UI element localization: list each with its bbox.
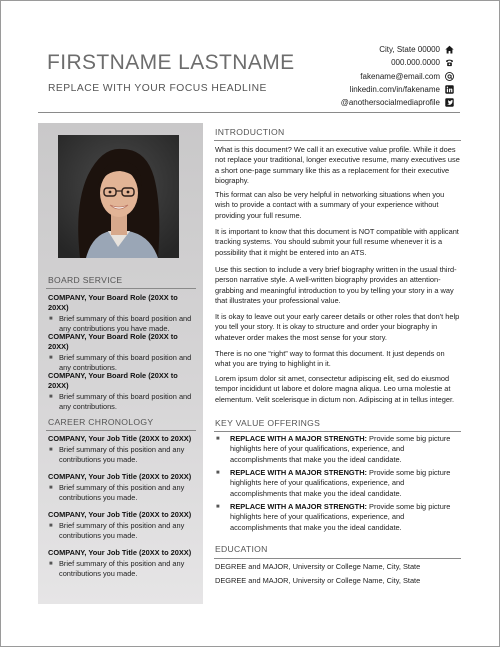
key-value-heading: KEY VALUE OFFERINGS — [215, 418, 321, 428]
board-entry-body: Brief summary of this board position and any contributions. — [59, 353, 192, 373]
square-bullet-icon: ■ — [49, 316, 53, 322]
contact-linkedin-text[interactable]: linkedin.com/in/fakename — [349, 85, 440, 95]
career-entry-body: Brief summary of this position and any contributions you made. — [59, 521, 185, 541]
square-bullet-icon: ■ — [49, 561, 53, 567]
introduction-divider — [214, 140, 461, 141]
profile-photo — [58, 135, 179, 258]
career-entry-title: COMPANY, Your Job Title (20XX to 20XX) — [48, 472, 192, 481]
board-entry — [48, 293, 200, 335]
square-bullet-icon: ■ — [216, 436, 220, 442]
career-entry-title: COMPANY, Your Job Title (20XX to 20XX) — [48, 548, 192, 557]
profile-photo-illustration — [58, 135, 179, 258]
career-entry-body: Brief summary of this position and any contributions you made. — [59, 483, 185, 503]
key-value-label: REPLACE WITH A MAJOR STRENGTH: — [230, 468, 367, 477]
square-bullet-icon: ■ — [49, 485, 53, 491]
board-service-heading: BOARD SERVICE — [48, 275, 123, 285]
intro-paragraph: What is this document? We call it an executive value profile. While it does not replace your traditional, longer executive resume, many executives use a short one-page summary like this as a replacement for their executive biography. — [215, 145, 460, 185]
contact-email-text[interactable]: fakename@email.com — [360, 71, 440, 81]
header-divider — [38, 112, 460, 113]
board-entry-title: COMPANY, Your Board Role (20XX to 20XX) — [48, 371, 178, 390]
square-bullet-icon: ■ — [216, 470, 220, 476]
career-entry — [48, 472, 200, 504]
candidate-name: FIRSTNAME LASTNAME — [47, 51, 295, 74]
key-value-item — [215, 434, 461, 465]
board-entry-body: Brief summary of this board position and any contributions you have made. — [59, 314, 192, 334]
career-entry-title: COMPANY, Your Job Title (20XX to 20XX) — [48, 510, 192, 519]
intro-paragraph: It is important to know that this document is NOT compatible with applicant tracking systems. You should submit your full resume whenever it is a possibility that it might be entered into an ATS. — [215, 227, 459, 257]
home-icon — [445, 45, 454, 54]
square-bullet-icon: ■ — [49, 355, 53, 361]
key-value-text: Provide some big picture highlights here of your qualifications, experience, and accomplishments that make you the ideal candidate. — [230, 468, 451, 498]
key-value-text: Provide some big picture highlights here of your qualifications, experience, and accomplishments that make you the ideal candidate. — [230, 502, 451, 532]
career-entry-body: Brief summary of this position and any contributions you made. — [59, 445, 185, 465]
key-value-item — [215, 468, 461, 499]
education-heading: EDUCATION — [215, 544, 268, 554]
contact-social[interactable] — [254, 96, 454, 109]
square-bullet-icon: ■ — [49, 523, 53, 529]
sidebar — [38, 123, 203, 604]
board-entry-title: COMPANY, Your Board Role (20XX to 20XX) — [48, 332, 178, 351]
contact-email[interactable] — [254, 70, 454, 83]
intro-paragraph: There is no one “right” way to format this document. It just depends on what you are trying to highlight in it. — [215, 349, 445, 369]
intro-paragraph: Use this section to include a very brief biography written in the usual third-person narrative style. A well-written biography provides an attention-grabbing and meaningful introduction to you by telling your story in a way that illustrates your professional value. — [215, 265, 457, 305]
career-entry-body: Brief summary of this position and any contributions you made. — [59, 559, 185, 579]
square-bullet-icon: ■ — [49, 447, 53, 453]
career-entry — [48, 434, 200, 466]
contact-phone — [254, 56, 454, 69]
focus-headline: REPLACE WITH YOUR FOCUS HEADLINE — [48, 83, 267, 94]
twitter-icon — [445, 98, 454, 107]
career-heading: CAREER CHRONOLOGY — [48, 417, 154, 427]
board-service-divider — [46, 288, 196, 289]
linkedin-icon — [445, 85, 454, 94]
key-value-label: REPLACE WITH A MAJOR STRENGTH: — [230, 502, 367, 511]
intro-paragraph: Lorem ipsum dolor sit amet, consectetur adipiscing elit, sed do eiusmod tempor incididunt ut labore et dolore magna aliqua. Leo urna molestie at elementum. Velit scelerisque in dictum non. Adipiscing at in tellus integer. — [215, 374, 455, 404]
board-entry-body: Brief summary of this board position and any contributions. — [59, 392, 192, 412]
contact-block — [254, 43, 454, 109]
education-divider — [214, 558, 461, 559]
board-entry — [48, 332, 200, 374]
key-value-item — [215, 502, 461, 533]
square-bullet-icon: ■ — [216, 504, 220, 510]
career-entry — [48, 510, 200, 542]
contact-phone-text: 000.000.0000 — [391, 58, 440, 68]
introduction-heading: INTRODUCTION — [215, 127, 285, 137]
career-entry — [48, 548, 200, 580]
board-entry-title: COMPANY, Your Board Role (20XX to 20XX) — [48, 293, 178, 312]
key-value-divider — [214, 431, 461, 432]
contact-address — [254, 43, 454, 56]
intro-paragraph: This format can also be very helpful in networking situations when you wish to provide a contact with a summary of your experience without providing your full resume. — [215, 190, 445, 220]
contact-address-text: City, State 00000 — [379, 45, 440, 55]
email-icon — [445, 72, 454, 81]
education-line: DEGREE and MAJOR, University or College Name, City, State — [215, 562, 421, 571]
career-divider — [46, 430, 196, 431]
education-line: DEGREE and MAJOR, University or College Name, City, State — [215, 576, 421, 585]
contact-social-text[interactable]: @anothersocialmediaprofile — [340, 98, 440, 108]
phone-icon — [445, 58, 454, 67]
key-value-text: Provide some big picture highlights here of your qualifications, experience, and accomplishments that make you the ideal candidate. — [230, 434, 451, 464]
intro-paragraph: It is okay to leave out your early career details or other roles that don't help you tell your story. It is okay to structure and order your biography in whatever order makes the most sense for your story. — [215, 312, 460, 342]
key-value-label: REPLACE WITH A MAJOR STRENGTH: — [230, 434, 367, 443]
square-bullet-icon: ■ — [49, 394, 53, 400]
career-entry-title: COMPANY, Your Job Title (20XX to 20XX) — [48, 434, 192, 443]
contact-linkedin[interactable] — [254, 83, 454, 96]
board-entry — [48, 371, 200, 413]
